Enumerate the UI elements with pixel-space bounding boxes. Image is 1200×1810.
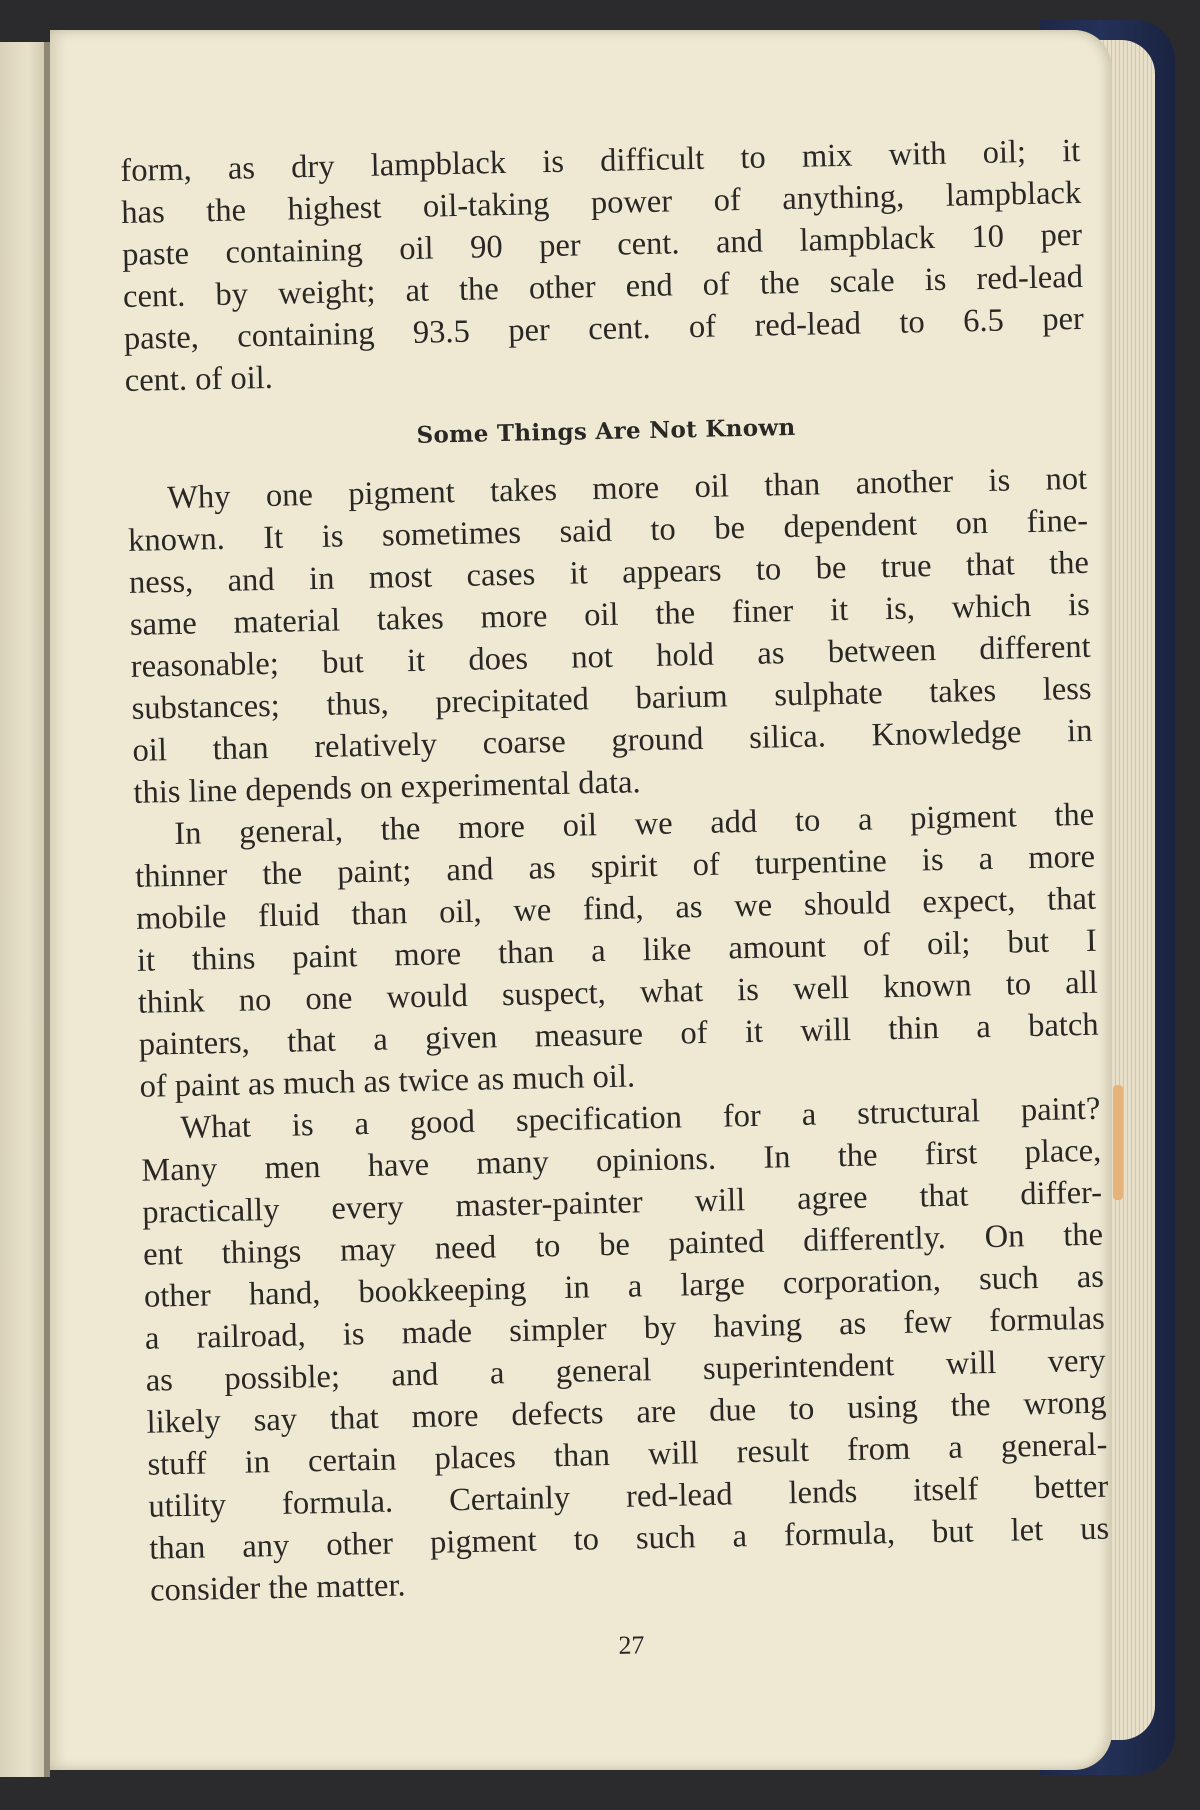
text-line: ness, and in most cases it appears to be true that the (128, 544, 1090, 601)
text-line: think no one would suspect, what is well known to all (137, 964, 1099, 1021)
text-line: utility formula. Certainly red-lead lends itself better (148, 1468, 1109, 1525)
paragraph-specification (140, 1088, 1110, 1612)
book-page (50, 30, 1112, 1770)
text-line: In general, the more oil we add to a pigment the (173, 796, 1095, 853)
text-line: reasonable; but it does not hold as between different (130, 628, 1091, 685)
page-number: 27 (618, 1630, 645, 1660)
text-line: a railroad, is made simpler by having as few formulas (144, 1300, 1106, 1357)
paragraph-why (127, 458, 1094, 814)
text-line: has the highest oil-taking power of anything, lampblack (120, 174, 1082, 231)
paragraph-intro (120, 130, 1085, 402)
text-line: form, as dry lampblack is difficult to mix with oil; it (120, 132, 1081, 189)
text-line: as possible; and a general superintendent will very (145, 1342, 1106, 1399)
text-line: paste, containing 93.5 per cent. of red-lead to 6.5 per (123, 300, 1085, 357)
text-line: painters, that a given measure of it will thin a batch (138, 1006, 1099, 1063)
text-line: other hand, bookkeeping in a large corporation, such as (143, 1258, 1105, 1315)
text-line: oil than relatively coarse ground silica. Knowledge in (132, 712, 1093, 769)
text-line: ent things may need to be painted differently. On the (142, 1216, 1104, 1273)
page-text (120, 130, 1112, 1676)
paragraph-general (134, 794, 1100, 1108)
text-line: consider the matter. (149, 1567, 406, 1609)
text-line: stuff in certain places than will result from a general- (147, 1426, 1108, 1483)
text-line: Why one pigment takes more oil than another is not (166, 460, 1088, 517)
text-line: this line depends on experimental data. (133, 764, 641, 811)
text-line: same material takes more oil the finer it is, which is (129, 586, 1091, 643)
text-line: substances; thus, precipitated barium sulphate takes less (131, 670, 1092, 727)
text-line: it thins paint more than a like amount of oil; but I (136, 922, 1098, 979)
paper-tear (1113, 1085, 1123, 1200)
text-line: practically every master-painter will agree that differ- (141, 1174, 1103, 1231)
text-line: paste containing oil 90 per cent. and lampblack 10 per (121, 216, 1083, 273)
text-line: cent. by weight; at the other end of the scale is red-lead (122, 258, 1084, 315)
text-line: of paint as much as twice as much oil. (139, 1058, 636, 1105)
text-line: likely say that more defects are due to using the wrong (146, 1384, 1107, 1441)
text-line: mobile fluid than oil, we find, as we should expect, that (135, 880, 1097, 937)
text-line: thinner the paint; and as spirit of turpentine is a more (134, 838, 1096, 895)
text-line: known. It is sometimes said to be dependent on fine- (127, 502, 1089, 559)
left-page-edge (0, 42, 46, 1777)
text-line: cent. of oil. (124, 359, 274, 399)
text-line: than any other pigment to such a formula, but let us (148, 1510, 1110, 1567)
section-heading: Some Things Are Not Known (416, 413, 796, 449)
text-line: Many men have many opinions. In the first place, (141, 1132, 1102, 1189)
text-line: What is a good specification for a structural paint? (180, 1090, 1101, 1146)
